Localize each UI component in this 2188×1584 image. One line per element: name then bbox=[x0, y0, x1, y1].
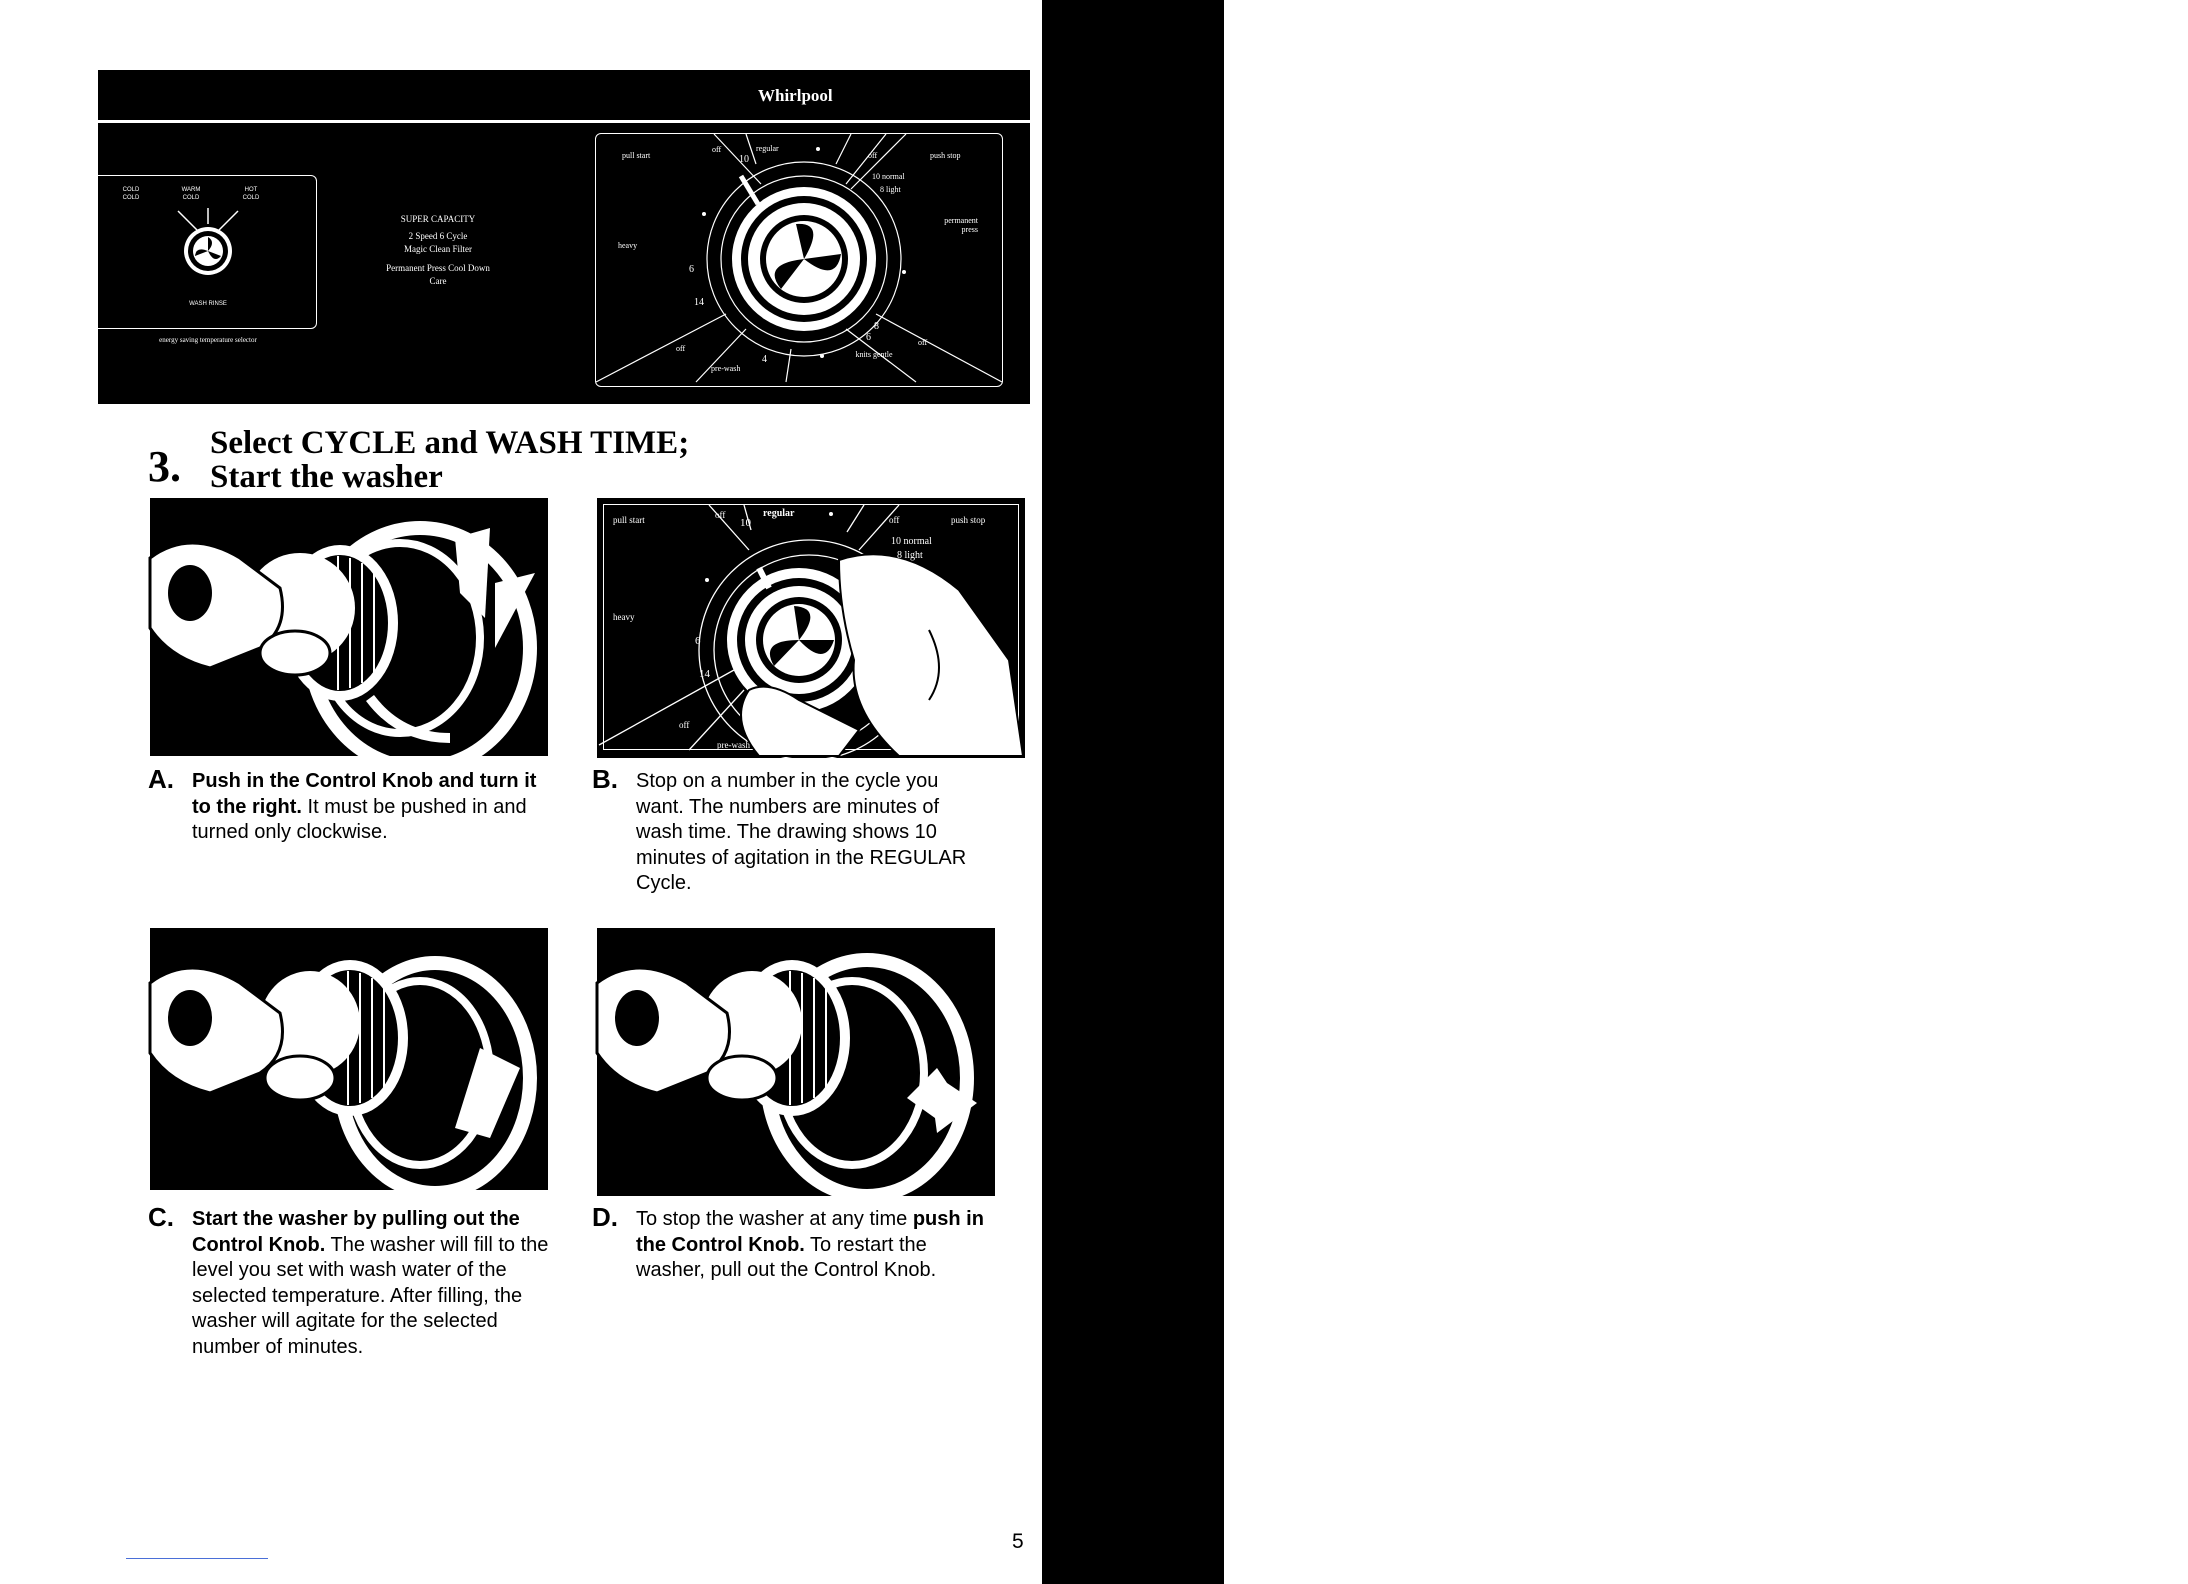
temp-option: HOT COLD bbox=[242, 187, 260, 201]
step-c-text: The washer will fill to the level you set with wash water of the selected temperature. After filling, the washer will agitate for the selected number of minutes. bbox=[192, 1233, 549, 1358]
heading-line-1: Select CYCLE and WASH TIME; bbox=[210, 425, 690, 461]
dial-label: off bbox=[918, 338, 928, 347]
step-a-text: It must be pushed in and turned only clockwise. bbox=[192, 795, 527, 843]
detail-label: heavy bbox=[613, 612, 635, 622]
figure-b-cycle-dial-detail bbox=[597, 498, 1025, 758]
knob-turn-illustration bbox=[150, 498, 548, 756]
detail-dial-illustration bbox=[599, 500, 1023, 756]
dial-label: regular bbox=[756, 144, 779, 153]
detail-label: ermanent bbox=[961, 582, 995, 592]
footer-rule bbox=[126, 1558, 268, 1559]
dial-label: 10 bbox=[739, 154, 749, 165]
dial-label: pre-wash bbox=[711, 364, 741, 373]
detail-label: 8 light bbox=[897, 550, 923, 561]
step-c-letter: C. bbox=[148, 1202, 174, 1232]
detail-label: regular bbox=[763, 508, 795, 519]
dial-label: off bbox=[676, 344, 686, 353]
step-b-text: Stop on a number in the cycle you want. The numbers are minutes of wash time. The drawing shows 10 minutes of agitation in the REGULAR Cycle. bbox=[636, 770, 967, 894]
cycle-dial-icon bbox=[596, 134, 1002, 386]
figure-a-push-turn-knob bbox=[150, 498, 548, 756]
dial-label: 6 bbox=[689, 264, 694, 275]
detail-label: off bbox=[715, 510, 726, 520]
detail-label: 6 bbox=[695, 635, 701, 647]
detail-label: pre-wash bbox=[717, 740, 750, 750]
dial-label: permanent press bbox=[944, 216, 978, 234]
detail-label: press bbox=[983, 595, 1002, 605]
detail-label: push stop bbox=[951, 515, 986, 525]
detail-label: off bbox=[889, 515, 900, 525]
knob-pull-illustration bbox=[150, 928, 548, 1190]
feature-item: Magic Clean Filter bbox=[404, 244, 472, 254]
dial-label: push stop bbox=[930, 151, 961, 160]
temperature-caption: energy saving temperature selector bbox=[159, 336, 257, 344]
dial-label: 10 normal bbox=[872, 172, 905, 181]
dial-label: 6 bbox=[866, 332, 871, 343]
detail-label: 10 normal bbox=[891, 536, 932, 547]
whirlpool-logo: Whirlpool bbox=[758, 86, 833, 105]
detail-label: 14 bbox=[699, 668, 710, 680]
page-number: 5 bbox=[1012, 1530, 1024, 1553]
detail-label: 10 bbox=[740, 517, 751, 529]
panel-divider bbox=[98, 120, 1030, 123]
features-list bbox=[378, 213, 498, 288]
heading-line-2: Start the washer bbox=[210, 459, 443, 495]
temperature-selector bbox=[98, 175, 317, 329]
step-d-text-2: To restart the washer, pull out the Control Knob. bbox=[636, 1233, 937, 1281]
detail-label: pull start bbox=[613, 515, 645, 525]
figure-d-push-knob-stop bbox=[597, 928, 995, 1196]
cycle-dial-panel bbox=[595, 133, 1003, 387]
feature-item: Permanent Press Cool Down Care bbox=[386, 263, 490, 286]
dial-label: pull start bbox=[622, 151, 651, 160]
step-d-bold: push in the Control Knob. bbox=[636, 1208, 984, 1256]
wash-rinse-label: WASH RINSE bbox=[189, 301, 227, 307]
step-a-bold: Push in the Control Knob and turn it to the right. bbox=[192, 770, 537, 818]
feature-item: SUPER CAPACITY bbox=[400, 214, 476, 224]
side-tab bbox=[1042, 0, 2188, 1584]
figure-c-pull-knob-start bbox=[150, 928, 548, 1190]
step-a-letter: A. bbox=[148, 764, 174, 794]
step-number: 3. bbox=[148, 442, 181, 491]
dial-label: 14 bbox=[694, 297, 704, 308]
dial-label: 4 bbox=[762, 354, 767, 365]
dial-label: heavy bbox=[618, 241, 638, 250]
dial-label: off bbox=[712, 145, 722, 154]
dial-label: 8 light bbox=[880, 185, 901, 194]
step-c-bold: Start the washer by pulling out the Control Knob. bbox=[192, 1208, 520, 1256]
feature-item: 2 Speed 6 Cycle bbox=[408, 231, 468, 241]
dial-label: knits gentle bbox=[855, 350, 893, 359]
temp-option: WARM COLD bbox=[181, 187, 201, 201]
knob-push-illustration bbox=[597, 928, 995, 1196]
temp-option: COLD COLD bbox=[122, 187, 140, 201]
control-panel-illustration bbox=[98, 70, 1030, 404]
temperature-knob-icon bbox=[168, 206, 248, 286]
step-d-letter: D. bbox=[592, 1202, 618, 1232]
side-tab-label: STARTING YOUR WASHER bbox=[2163, 79, 2188, 401]
step-d-text: To stop the washer at any time bbox=[636, 1208, 913, 1230]
detail-label: off bbox=[679, 720, 690, 730]
dial-label: off bbox=[868, 151, 878, 160]
step-b-letter: B. bbox=[592, 764, 618, 794]
dial-label: 8 bbox=[874, 321, 879, 332]
